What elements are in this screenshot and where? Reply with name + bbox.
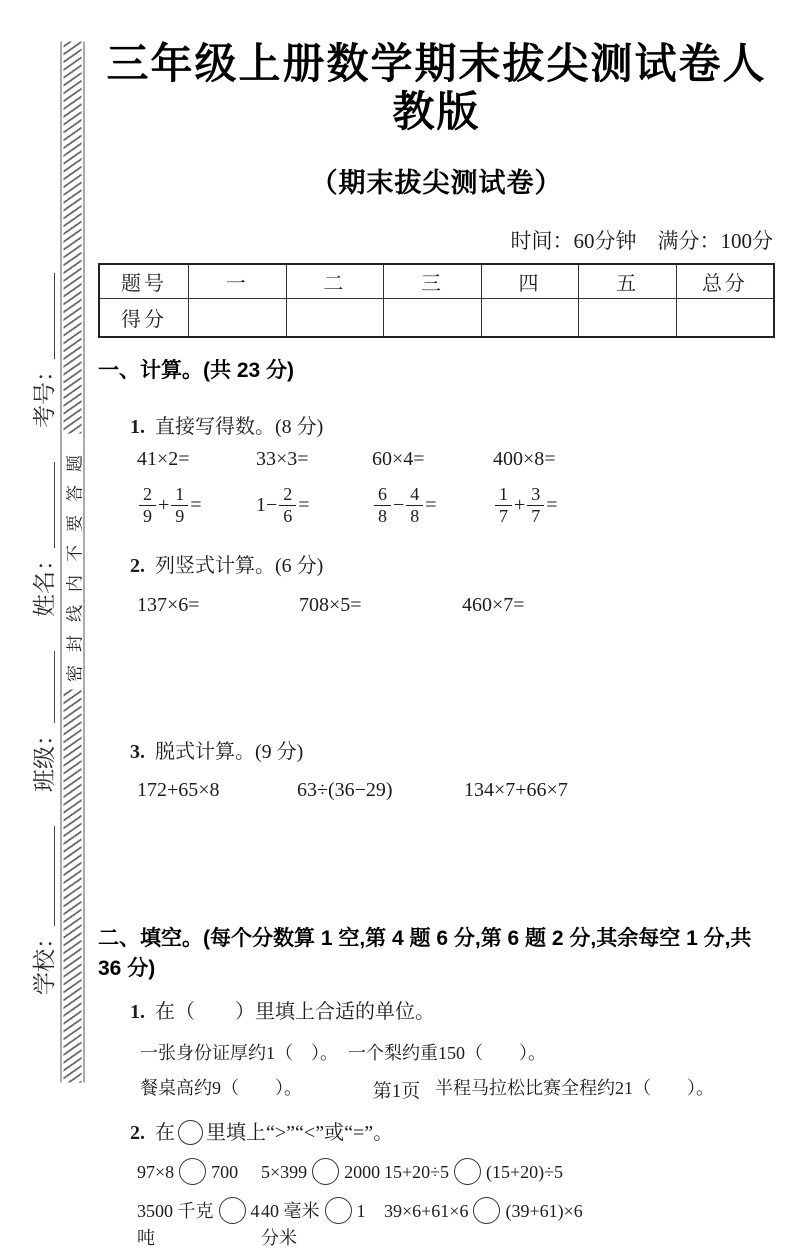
seal-line-strip — [61, 42, 85, 1083]
exam-time-score-info: 时间：60分钟 满分：100分 — [510, 228, 773, 253]
unit-fill-row — [98, 1039, 775, 1063]
page-number: 第1页 — [372, 1081, 421, 1102]
score-cell-empty — [579, 298, 677, 337]
fraction: $\frac{3}{7}$ — [527, 485, 544, 526]
fraction-equation: $\frac{1}{7}$ + $\frac{3}{7}$ = — [493, 485, 775, 526]
section2-heading: 二、填空。(每个分数算 1 空,第 4 题 6 分,第 6 题 2 分,其余每空 1 分,共 36 分) — [98, 926, 752, 980]
q2-title: 列竖式计算。(6 分) — [155, 554, 324, 577]
field-name-blank — [29, 462, 55, 548]
fraction-equation: $\frac{6}{8}$ − $\frac{4}{8}$ = — [372, 485, 493, 526]
unit-fill-item: 餐桌高约9（ ）。 — [140, 1077, 302, 1098]
equation: 134×7+66×7 — [464, 778, 568, 801]
comparison-item: 97×8 700 — [137, 1158, 261, 1185]
direct-calc-row — [98, 448, 775, 471]
equation: 708×5= — [299, 593, 362, 616]
q2-heading — [98, 549, 775, 578]
equation: 400×8= — [493, 447, 556, 470]
fill-q1-heading — [98, 995, 775, 1024]
field-class-blank — [29, 651, 55, 723]
q2-number: 2. — [130, 554, 145, 577]
fill-q1-number: 1. — [130, 1000, 145, 1023]
score-cell-empty — [286, 298, 384, 337]
fraction: $\frac{2}{6}$ — [279, 485, 296, 526]
field-school — [26, 826, 59, 995]
fraction: $\frac{4}{8}$ — [406, 485, 423, 526]
answer-circle — [454, 1158, 481, 1185]
fraction-calc-row — [98, 483, 775, 529]
comparison-item: 40 毫米 1 分米 — [261, 1197, 384, 1250]
comparison-row — [98, 1158, 775, 1185]
student-info-line — [24, 95, 60, 995]
score-table-col: 二 — [286, 264, 384, 299]
comparison-item: 15+20÷5 (15+20)÷5 — [384, 1158, 775, 1185]
score-table — [98, 263, 775, 338]
answer-circle — [325, 1197, 352, 1224]
fraction-equation: $\frac{2}{9}$ + $\frac{1}{9}$ = — [137, 485, 256, 526]
page-subtitle: （期末拔尖测试卷） — [310, 167, 563, 198]
vertical-calc-row — [98, 594, 775, 617]
fill-q2-heading — [98, 1116, 775, 1145]
comparison-row — [98, 1197, 775, 1250]
comparison-item: 3500 千克 4 吨 — [137, 1197, 261, 1250]
field-class — [26, 651, 59, 792]
comparison-item: 39×6+61×6 (39+61)×6 — [384, 1197, 775, 1250]
fraction-equation: 1− $\frac{2}{6}$ = — [256, 484, 310, 527]
field-examno-label: 考号： — [31, 359, 57, 428]
hatch-pattern — [64, 690, 82, 1083]
fraction: $\frac{2}{9}$ — [139, 485, 156, 526]
score-table-header-row — [99, 264, 774, 299]
equation: 137×6= — [137, 593, 200, 616]
score-cell-empty — [481, 298, 579, 337]
comparison-item: 5×399 2000 — [261, 1158, 384, 1185]
score-table-col: 四 — [481, 264, 579, 299]
field-school-label: 学校： — [31, 926, 57, 995]
equation: 60×4= — [372, 447, 425, 470]
stepwise-calc-row — [98, 779, 775, 802]
equation: 460×7= — [462, 593, 525, 616]
q1-title: 直接写得数。(8 分) — [155, 415, 324, 438]
field-examno — [26, 273, 59, 428]
unit-fill-item: 一张身份证厚约1（ ）。 — [140, 1042, 338, 1063]
score-table-col: 三 — [384, 264, 482, 299]
equation: 63÷(36−29) — [297, 778, 393, 801]
field-name — [26, 462, 59, 617]
score-cell-empty — [384, 298, 482, 337]
answer-circle — [473, 1197, 500, 1224]
score-table-col: 一 — [189, 264, 287, 299]
unit-fill-item: 半程马拉松比赛全程约21（ ）。 — [435, 1077, 714, 1098]
equation: 172+65×8 — [137, 778, 220, 801]
fill-q1-title: 在（ ）里填上合适的单位。 — [155, 1000, 435, 1023]
seal-text: 密封线内不要答题 — [65, 442, 84, 682]
answer-circle — [312, 1158, 339, 1185]
fill-q2-post: 里填上“>”“<”或“=”。 — [206, 1121, 394, 1144]
score-cell-empty — [189, 298, 287, 337]
hatch-pattern — [64, 42, 82, 435]
score-table-col-total: 总分 — [676, 264, 774, 299]
page-title: 三年级上册数学期末拔尖测试卷人教版 — [106, 40, 767, 136]
fraction: $\frac{1}{7}$ — [495, 485, 512, 526]
fill-q2-pre: 在 — [155, 1121, 175, 1144]
fraction: $\frac{6}{8}$ — [374, 485, 391, 526]
compare-circle-icon — [178, 1120, 203, 1145]
equation: 41×2= — [137, 447, 190, 470]
q3-title: 脱式计算。(9 分) — [155, 740, 304, 763]
q1-heading — [98, 410, 775, 439]
score-table-header-label: 题号 — [99, 264, 189, 299]
q3-heading — [98, 735, 775, 764]
exam-content — [98, 40, 775, 1250]
answer-circle — [179, 1158, 206, 1185]
equation: 33×3= — [256, 447, 309, 470]
fraction: $\frac{1}{9}$ — [171, 485, 188, 526]
field-school-blank — [29, 826, 55, 926]
score-cell-empty — [676, 298, 774, 337]
q3-number: 3. — [130, 740, 145, 763]
score-table-col: 五 — [579, 264, 677, 299]
field-class-label: 班级： — [31, 723, 57, 792]
score-table-score-row — [99, 298, 774, 337]
answer-circle — [219, 1197, 246, 1224]
score-table-score-label: 得分 — [99, 298, 189, 337]
field-name-label: 姓名： — [31, 548, 57, 617]
q1-number: 1. — [130, 415, 145, 438]
unit-fill-item: 一个梨约重150（ ）。 — [348, 1042, 546, 1063]
field-examno-blank — [29, 273, 55, 359]
section1-heading: 一、计算。(共 23 分) — [98, 358, 295, 382]
fill-q2-number: 2. — [130, 1121, 145, 1144]
